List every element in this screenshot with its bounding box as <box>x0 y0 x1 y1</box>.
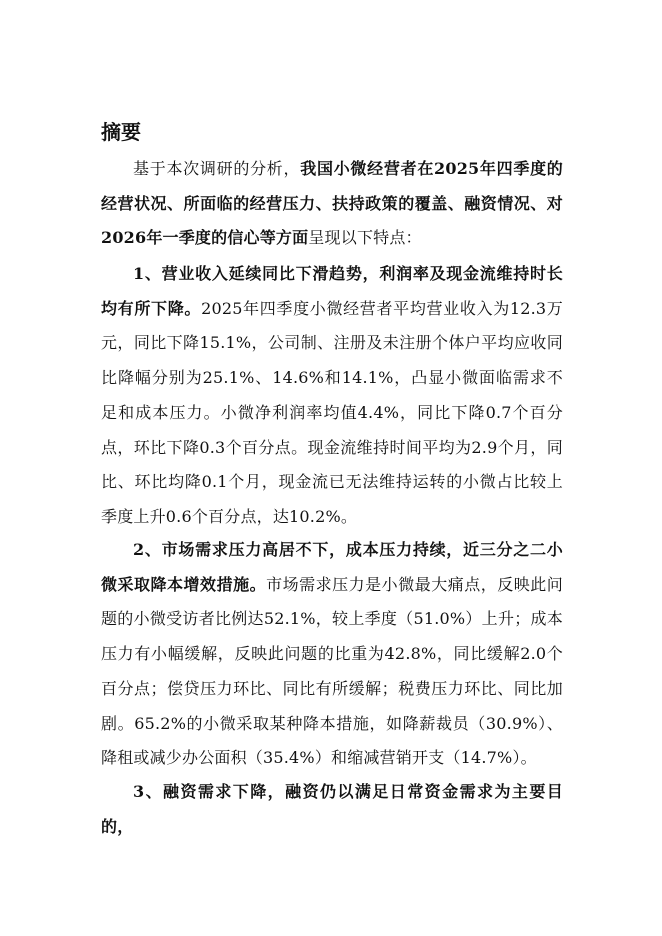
point-title-3: 3、融资需求下降，融资仍以满足日常资金需求为主要目的， <box>101 782 563 836</box>
point-paragraph-2 <box>101 533 563 776</box>
page-title: 摘要 <box>101 120 141 144</box>
intro-bold: 我国小微经营者在2025年四季度的经营状况、所面临的经营压力、扶持政策的覆盖、融资情况、对2026年一季度的信心等方面 <box>101 159 563 248</box>
intro-paragraph <box>101 152 563 256</box>
point-title-1: 1、营业收入延续同比下滑趋势，利润率及现金流维持时长均有所下降。 <box>101 264 563 318</box>
point-title-2: 2、市场需求压力高居不下，成本压力持续，近三分之二小微采取降本增效措施。 <box>101 540 563 594</box>
point-text-2: 市场需求压力是小微最大痛点，反映此问题的小微受访者比例达52.1%，较上季度（51.0%）上升；成本压力有小幅缓解，反映此问题的比重为42.8%，同比缓解2.0个百分点；偿贷压力环比、同比有所缓解；税费压力环比、同比加剧。65.2%的小微采取某种降本措施，如降薪裁员（30.9%）、降租或减少办公面积（35.4%）和缩减营销开支（14.7%）。 <box>101 574 563 768</box>
intro-tail: 呈现以下特点： <box>308 228 422 248</box>
point-paragraph-3 <box>101 775 563 844</box>
point-paragraph-1 <box>101 257 563 535</box>
point-text-1: 2025年四季度小微经营者平均营业收入为12.3万元，同比下降15.1%，公司制、注册及未注册个体户平均应收同比降幅分别为25.1%、14.6%和14.1%，凸显小微面临需求不足和成本压力。小微净利润率均值4.4%，同比下降0.7个百分点，环比下降0.3个百分点。现金流维持时间平均为2.9个月，同比、环比均降0.1个月，现金流已无法维持运转的小微占比较上季度上升0.6个百分点，达10.2%。 <box>101 298 563 526</box>
intro-lead: 基于本次调研的分析， <box>133 159 301 178</box>
